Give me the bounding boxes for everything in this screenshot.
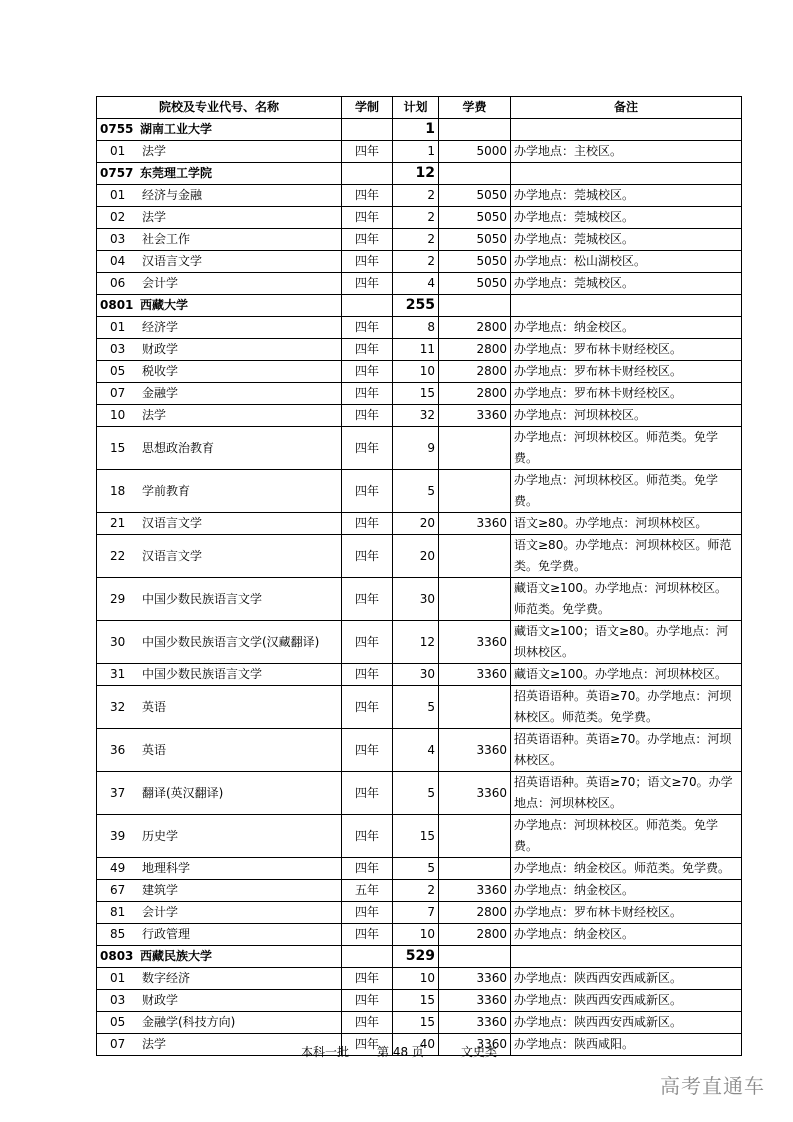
row-name: 中国少数民族语言文学 — [142, 591, 263, 606]
cell-name — [97, 405, 342, 427]
row-name: 财政学 — [142, 342, 179, 356]
watermark: 高考直通车 — [660, 1074, 765, 1098]
cell-fee: 3360 — [439, 990, 511, 1012]
cell-name — [97, 902, 342, 924]
cell-plan: 5 — [393, 686, 439, 729]
major-row — [97, 924, 742, 946]
cell-plan: 1 — [393, 119, 439, 141]
row-name: 东莞理工学院 — [140, 166, 213, 180]
cell-name — [97, 578, 342, 621]
cell-duration: 四年 — [342, 141, 393, 163]
row-name: 英语 — [142, 699, 167, 714]
cell-duration: 四年 — [342, 772, 393, 815]
row-name: 数字经济 — [142, 971, 191, 985]
cell-name — [97, 946, 342, 968]
major-row — [97, 273, 742, 295]
row-code: 01 — [110, 320, 126, 334]
cell-note: 藏语文≥100；语文≥80。办学地点：河坝林校区。 — [511, 621, 742, 664]
major-row — [97, 858, 742, 880]
footer-category: 文史类 — [461, 1045, 498, 1059]
row-code: 02 — [110, 210, 126, 224]
major-row — [97, 339, 742, 361]
cell-note: 办学地点：纳金校区。师范类。免学费。 — [511, 858, 742, 880]
row-code: 07 — [110, 386, 126, 400]
table-body — [97, 119, 742, 1056]
cell-name — [97, 361, 342, 383]
major-row — [97, 664, 742, 686]
row-name: 经济与金融 — [142, 188, 203, 202]
header-note: 备注 — [511, 97, 742, 119]
cell-duration: 四年 — [342, 185, 393, 207]
cell-note: 语文≥80。办学地点：河坝林校区。 — [511, 513, 742, 535]
cell-fee: 2800 — [439, 924, 511, 946]
major-row — [97, 427, 742, 470]
row-name: 金融学(科技方向) — [142, 1015, 236, 1029]
cell-note: 办学地点：河坝林校区。 — [511, 405, 742, 427]
cell-plan: 5 — [393, 470, 439, 513]
cell-plan: 11 — [393, 339, 439, 361]
cell-note: 办学地点：陕西咸阳。 — [511, 1034, 742, 1056]
row-code: 49 — [110, 861, 126, 875]
row-code: 0755 — [100, 122, 134, 136]
row-code: 22 — [110, 548, 126, 563]
row-code: 05 — [110, 364, 126, 378]
row-name: 法学 — [142, 408, 167, 422]
cell-name — [97, 119, 342, 141]
cell-note: 办学地点：陕西西安西咸新区。 — [511, 990, 742, 1012]
cell-note — [511, 163, 742, 185]
row-code: 03 — [110, 342, 126, 356]
cell-fee: 5050 — [439, 185, 511, 207]
cell-duration: 四年 — [342, 339, 393, 361]
cell-plan: 2 — [393, 185, 439, 207]
cell-name — [97, 513, 342, 535]
row-name: 学前教育 — [142, 483, 191, 498]
cell-duration: 四年 — [342, 383, 393, 405]
cell-duration: 四年 — [342, 729, 393, 772]
major-row — [97, 535, 742, 578]
cell-fee — [439, 427, 511, 470]
row-code: 21 — [110, 516, 126, 530]
cell-fee: 5050 — [439, 273, 511, 295]
cell-name — [97, 968, 342, 990]
cell-plan: 30 — [393, 664, 439, 686]
major-row — [97, 361, 742, 383]
cell-note: 办学地点：罗布林卡财经校区。 — [511, 902, 742, 924]
row-code: 31 — [110, 667, 126, 681]
cell-plan: 40 — [393, 1034, 439, 1056]
cell-duration — [342, 946, 393, 968]
cell-name — [97, 686, 342, 729]
cell-note: 藏语文≥100。办学地点：河坝林校区。 — [511, 664, 742, 686]
header-name: 院校及专业代号、名称 — [97, 97, 342, 119]
cell-fee: 2800 — [439, 383, 511, 405]
cell-fee: 3360 — [439, 729, 511, 772]
major-row — [97, 815, 742, 858]
row-name: 法学 — [142, 1037, 167, 1051]
row-code: 39 — [110, 828, 126, 843]
row-name: 英语 — [142, 742, 167, 757]
cell-note: 藏语文≥100。办学地点：河坝林校区。师范类。免学费。 — [511, 578, 742, 621]
school-row — [97, 119, 742, 141]
cell-plan: 10 — [393, 924, 439, 946]
cell-duration: 四年 — [342, 815, 393, 858]
row-code: 85 — [110, 927, 126, 941]
cell-note: 办学地点：罗布林卡财经校区。 — [511, 361, 742, 383]
cell-fee: 5000 — [439, 141, 511, 163]
row-name: 中国少数民族语言文学 — [142, 667, 263, 681]
cell-duration: 四年 — [342, 513, 393, 535]
cell-fee: 2800 — [439, 339, 511, 361]
major-row — [97, 902, 742, 924]
cell-name — [97, 1012, 342, 1034]
cell-fee: 5050 — [439, 251, 511, 273]
cell-note: 办学地点：陕西西安西咸新区。 — [511, 968, 742, 990]
cell-name — [97, 621, 342, 664]
row-code: 29 — [110, 591, 126, 606]
table-header-row — [97, 97, 742, 119]
cell-plan: 9 — [393, 427, 439, 470]
row-code: 04 — [110, 254, 126, 268]
row-name: 行政管理 — [142, 927, 191, 941]
cell-duration: 四年 — [342, 664, 393, 686]
cell-duration: 四年 — [342, 990, 393, 1012]
cell-fee — [439, 578, 511, 621]
row-name: 西藏大学 — [140, 298, 189, 312]
cell-fee: 3360 — [439, 1012, 511, 1034]
cell-plan: 12 — [393, 621, 439, 664]
footer-page-number: 第 48 页 — [377, 1045, 424, 1059]
major-row — [97, 251, 742, 273]
major-row — [97, 990, 742, 1012]
cell-plan: 20 — [393, 535, 439, 578]
cell-fee — [439, 815, 511, 858]
cell-name — [97, 141, 342, 163]
major-row — [97, 880, 742, 902]
admissions-table — [96, 96, 742, 1056]
cell-duration: 四年 — [342, 317, 393, 339]
header-duration: 学制 — [342, 97, 393, 119]
cell-fee: 5050 — [439, 229, 511, 251]
cell-note: 办学地点：主校区。 — [511, 141, 742, 163]
major-row — [97, 513, 742, 535]
cell-plan: 10 — [393, 968, 439, 990]
cell-duration — [342, 295, 393, 317]
cell-note: 语文≥80。办学地点：河坝林校区。师范类。免学费。 — [511, 535, 742, 578]
cell-fee: 3360 — [439, 405, 511, 427]
cell-name — [97, 339, 342, 361]
cell-duration: 四年 — [342, 427, 393, 470]
row-name: 汉语言文学 — [142, 548, 203, 563]
row-name: 汉语言文学 — [142, 516, 203, 530]
major-row — [97, 141, 742, 163]
cell-plan: 15 — [393, 815, 439, 858]
row-name: 翻译(英汉翻译) — [142, 785, 224, 800]
row-name: 会计学 — [142, 276, 179, 290]
cell-plan: 32 — [393, 405, 439, 427]
row-code: 01 — [110, 144, 126, 158]
cell-note: 办学地点：陕西西安西咸新区。 — [511, 1012, 742, 1034]
major-row — [97, 405, 742, 427]
cell-duration: 四年 — [342, 968, 393, 990]
row-code: 05 — [110, 1015, 126, 1029]
row-code: 01 — [110, 188, 126, 202]
row-name: 中国少数民族语言文学(汉藏翻译) — [142, 634, 320, 649]
cell-name — [97, 535, 342, 578]
cell-name — [97, 163, 342, 185]
cell-plan: 2 — [393, 207, 439, 229]
header-fee: 学费 — [439, 97, 511, 119]
major-row — [97, 470, 742, 513]
cell-plan: 7 — [393, 902, 439, 924]
cell-plan: 255 — [393, 295, 439, 317]
cell-note: 办学地点：莞城校区。 — [511, 207, 742, 229]
row-code: 06 — [110, 276, 126, 290]
row-name: 法学 — [142, 144, 167, 158]
cell-fee: 3360 — [439, 664, 511, 686]
row-name: 建筑学 — [142, 883, 179, 897]
cell-plan: 5 — [393, 858, 439, 880]
row-name: 思想政治教育 — [142, 440, 215, 455]
cell-plan: 4 — [393, 273, 439, 295]
cell-fee: 3360 — [439, 968, 511, 990]
row-name: 湖南工业大学 — [140, 122, 213, 136]
cell-fee — [439, 470, 511, 513]
cell-note: 招英语语种。英语≥70。办学地点：河坝林校区。师范类。免学费。 — [511, 686, 742, 729]
cell-plan: 15 — [393, 383, 439, 405]
cell-note: 办学地点：莞城校区。 — [511, 185, 742, 207]
cell-duration: 五年 — [342, 880, 393, 902]
cell-fee: 5050 — [439, 207, 511, 229]
cell-plan: 15 — [393, 990, 439, 1012]
cell-fee — [439, 535, 511, 578]
major-row — [97, 621, 742, 664]
cell-fee — [439, 119, 511, 141]
cell-plan: 2 — [393, 229, 439, 251]
cell-fee — [439, 163, 511, 185]
cell-note: 办学地点：河坝林校区。师范类。免学费。 — [511, 427, 742, 470]
major-row — [97, 772, 742, 815]
row-code: 36 — [110, 742, 126, 757]
cell-fee — [439, 295, 511, 317]
major-row — [97, 968, 742, 990]
cell-duration: 四年 — [342, 470, 393, 513]
row-name: 金融学 — [142, 386, 179, 400]
cell-name — [97, 729, 342, 772]
school-row — [97, 946, 742, 968]
cell-duration: 四年 — [342, 1012, 393, 1034]
row-code: 30 — [110, 634, 126, 649]
cell-duration: 四年 — [342, 251, 393, 273]
major-row — [97, 185, 742, 207]
cell-plan: 5 — [393, 772, 439, 815]
row-code: 32 — [110, 699, 126, 714]
row-name: 西藏民族大学 — [140, 949, 213, 963]
cell-name — [97, 990, 342, 1012]
cell-duration: 四年 — [342, 207, 393, 229]
cell-name — [97, 470, 342, 513]
row-name: 法学 — [142, 210, 167, 224]
cell-plan: 8 — [393, 317, 439, 339]
cell-name — [97, 815, 342, 858]
cell-note: 办学地点：纳金校区。 — [511, 924, 742, 946]
cell-note — [511, 119, 742, 141]
cell-plan: 2 — [393, 251, 439, 273]
cell-note: 办学地点：河坝林校区。师范类。免学费。 — [511, 470, 742, 513]
row-code: 01 — [110, 971, 126, 985]
cell-name — [97, 185, 342, 207]
cell-name — [97, 664, 342, 686]
cell-plan: 2 — [393, 880, 439, 902]
cell-duration: 四年 — [342, 361, 393, 383]
cell-duration: 四年 — [342, 902, 393, 924]
cell-name — [97, 273, 342, 295]
cell-fee: 2800 — [439, 361, 511, 383]
cell-duration: 四年 — [342, 273, 393, 295]
major-row — [97, 229, 742, 251]
cell-duration: 四年 — [342, 858, 393, 880]
cell-duration: 四年 — [342, 229, 393, 251]
cell-note: 办学地点：罗布林卡财经校区。 — [511, 339, 742, 361]
cell-note: 办学地点：纳金校区。 — [511, 317, 742, 339]
cell-note: 招英语语种。英语≥70；语文≥70。办学地点：河坝林校区。 — [511, 772, 742, 815]
cell-note: 办学地点：松山湖校区。 — [511, 251, 742, 273]
major-row — [97, 578, 742, 621]
cell-note: 办学地点：罗布林卡财经校区。 — [511, 383, 742, 405]
cell-fee: 3360 — [439, 772, 511, 815]
row-name: 历史学 — [142, 828, 179, 843]
school-row — [97, 295, 742, 317]
cell-plan: 4 — [393, 729, 439, 772]
cell-fee: 3360 — [439, 513, 511, 535]
row-code: 15 — [110, 440, 126, 455]
cell-duration — [342, 163, 393, 185]
cell-duration: 四年 — [342, 1034, 393, 1056]
cell-note — [511, 946, 742, 968]
row-code: 0803 — [100, 949, 134, 963]
cell-name — [97, 207, 342, 229]
cell-name — [97, 383, 342, 405]
cell-duration: 四年 — [342, 621, 393, 664]
header-plan: 计划 — [393, 97, 439, 119]
footer-batch: 本科一批 — [301, 1045, 350, 1059]
cell-plan: 20 — [393, 513, 439, 535]
cell-note: 办学地点：莞城校区。 — [511, 273, 742, 295]
major-row — [97, 686, 742, 729]
school-row — [97, 163, 742, 185]
cell-duration: 四年 — [342, 686, 393, 729]
major-row — [97, 1012, 742, 1034]
cell-name — [97, 295, 342, 317]
cell-fee — [439, 946, 511, 968]
row-name: 汉语言文学 — [142, 254, 203, 268]
major-row — [97, 207, 742, 229]
row-code: 18 — [110, 483, 126, 498]
cell-name — [97, 924, 342, 946]
cell-plan: 30 — [393, 578, 439, 621]
row-code: 07 — [110, 1037, 126, 1051]
cell-name — [97, 858, 342, 880]
row-code: 0801 — [100, 298, 134, 312]
major-row — [97, 383, 742, 405]
major-row — [97, 729, 742, 772]
cell-plan: 1 — [393, 141, 439, 163]
cell-note: 办学地点：莞城校区。 — [511, 229, 742, 251]
cell-duration: 四年 — [342, 535, 393, 578]
row-name: 经济学 — [142, 320, 179, 334]
cell-fee — [439, 686, 511, 729]
cell-name — [97, 317, 342, 339]
cell-note: 办学地点：河坝林校区。师范类。免学费。 — [511, 815, 742, 858]
cell-duration — [342, 119, 393, 141]
cell-note: 办学地点：纳金校区。 — [511, 880, 742, 902]
cell-note: 招英语语种。英语≥70。办学地点：河坝林校区。 — [511, 729, 742, 772]
cell-name — [97, 772, 342, 815]
cell-fee: 3360 — [439, 621, 511, 664]
cell-plan: 10 — [393, 361, 439, 383]
cell-plan: 15 — [393, 1012, 439, 1034]
cell-name — [97, 427, 342, 470]
row-code: 67 — [110, 883, 126, 897]
cell-name — [97, 229, 342, 251]
row-name: 会计学 — [142, 905, 179, 919]
row-name: 社会工作 — [142, 232, 191, 246]
row-code: 37 — [110, 785, 126, 800]
row-name: 地理科学 — [142, 861, 191, 875]
cell-name — [97, 251, 342, 273]
cell-plan: 12 — [393, 163, 439, 185]
cell-fee: 3360 — [439, 880, 511, 902]
cell-fee: 2800 — [439, 317, 511, 339]
cell-name — [97, 880, 342, 902]
cell-fee: 3360 — [439, 1034, 511, 1056]
cell-duration: 四年 — [342, 405, 393, 427]
cell-duration: 四年 — [342, 924, 393, 946]
cell-fee — [439, 858, 511, 880]
major-row — [97, 317, 742, 339]
cell-duration: 四年 — [342, 578, 393, 621]
row-name: 财政学 — [142, 993, 179, 1007]
cell-plan: 529 — [393, 946, 439, 968]
row-code: 0757 — [100, 166, 134, 180]
cell-note — [511, 295, 742, 317]
row-name: 税收学 — [142, 364, 179, 378]
cell-fee: 2800 — [439, 902, 511, 924]
row-code: 03 — [110, 993, 126, 1007]
row-code: 10 — [110, 408, 126, 422]
row-code: 03 — [110, 232, 126, 246]
row-code: 81 — [110, 905, 126, 919]
